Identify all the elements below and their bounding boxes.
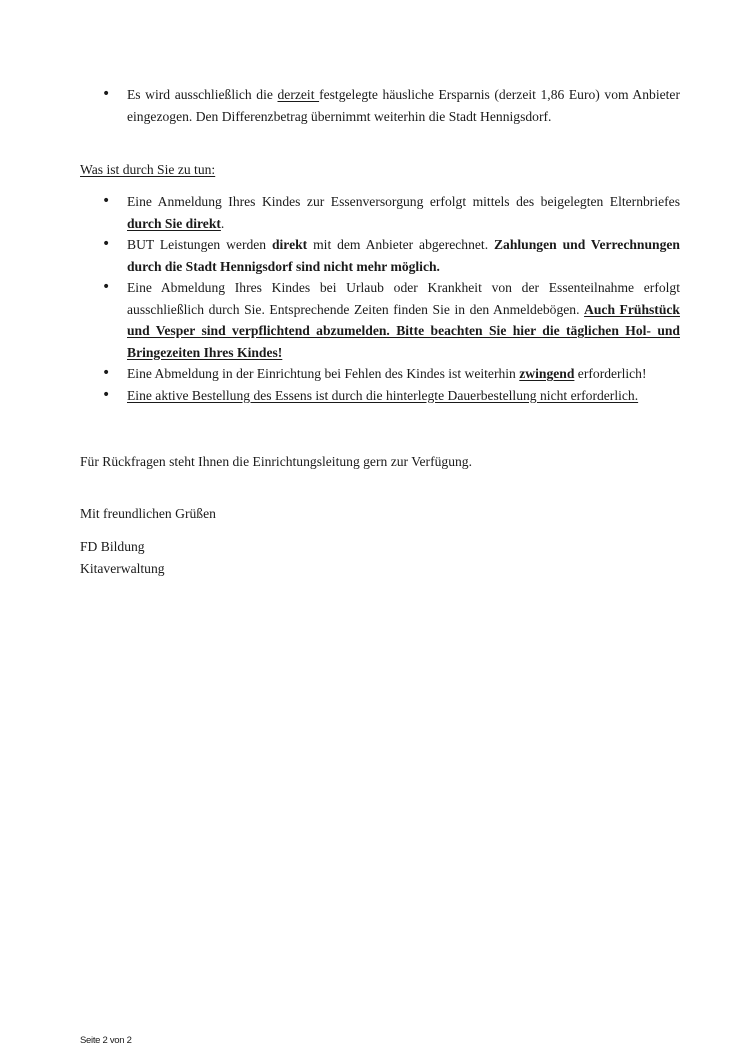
list-item: • Eine Abmeldung in der Einrichtung bei Fehlen des Kindes ist weiterhin zwingend erforderlich! [80,363,680,385]
signature-department: FD Bildung [80,539,145,554]
list-item: • Eine aktive Bestellung des Essens ist durch die hinterlegte Dauerbestellung nicht erforderlich. [80,385,680,407]
page-number-footer: Seite 2 von 2 [80,1035,132,1046]
list-item: • BUT Leistungen werden direkt mit dem Anbieter abgerechnet. Zahlungen und Verrechnungen durch die Stadt Hennigsdorf sind nicht mehr möglich. [80,234,680,277]
todo-bullet-list [80,191,680,406]
list-item: • Eine Abmeldung Ihres Kindes bei Urlaub oder Krankheit von der Essenteilnahme erfolgt ausschließlich durch Sie. Entsprechende Zeiten finden Sie in den Anmeldebögen. Auch Frühstück und Vesper sind verpflichtend abzumelden. Bitte beachten Sie hier die täglichen Hol- und Bringezeiten Ihres Kindes! [80,277,680,363]
section-heading: Was ist durch Sie zu tun: [80,162,216,177]
list-item: • Eine Anmeldung Ihres Kindes zur Essenversorgung erfolgt mittels des beigelegten Elternbriefes durch Sie direkt. [80,191,680,234]
list-item: • Es wird ausschließlich die derzeit festgelegte häusliche Ersparnis (derzeit 1,86 Euro) vom Anbieter eingezogen. Den Differenzbetrag übernimmt weiterhin die Stadt Hennigsdorf. [80,84,680,127]
signature-block [80,536,680,579]
top-bullet-list [80,84,680,127]
closing-greeting: Mit freundlichen Grüßen [80,506,216,521]
signature-unit: Kitaverwaltung [80,560,165,576]
contact-line: Für Rückfragen steht Ihnen die Einrichtungsleitung gern zur Verfügung. [80,454,472,469]
